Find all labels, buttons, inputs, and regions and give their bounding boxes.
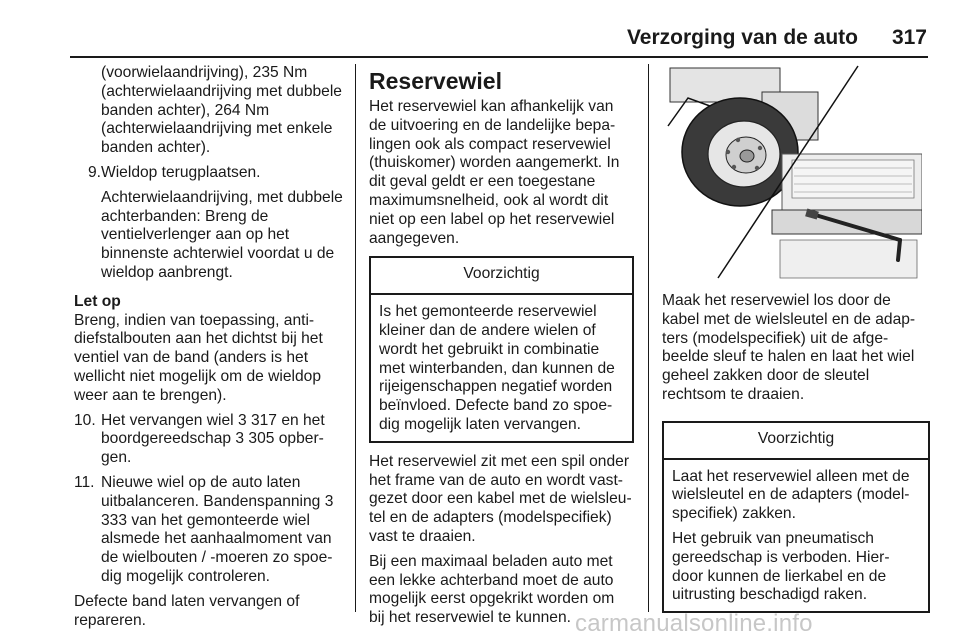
intro-paragraph: Het reservewiel kan afhankelijk van de uitvoering en de landelijke bepa-lingen ook als compact reservewiel (thuiskomer) worden aangemerkt. In dit geval geldt er een toegestane maximumsnelheid, ook al wordt dit niet op een label op het reservewiel aangegeven. — [369, 98, 620, 247]
page-number: 317 — [891, 26, 927, 49]
warning-title: Voorzichtig — [371, 258, 632, 295]
step-9-detail: Achterwielaandrijving, met dubbele achterbanden: Breng de ventielverlenger aan op het binnenste achterwiel voordat u de wieldop aanbrengt. — [101, 188, 343, 281]
step-9 — [74, 164, 344, 183]
column-divider-1 — [355, 64, 356, 612]
step-10 — [74, 412, 344, 468]
page-ref-link[interactable]: 3 317 — [237, 411, 277, 429]
spare-wheel-drawing — [662, 64, 922, 282]
step-10-text-b: en het boordgereedschap — [101, 411, 325, 448]
step-11-text-b: van het gemonteerde wiel alsmede het aanhaalmoment van de wielbouten / -moeren zo spoe-dig mogelijk controleren. — [101, 511, 333, 585]
loaded-vehicle-paragraph: Bij een maximaal beladen auto met een lekke achterband moet de auto mogelijk eerst opgekrikt worden om bij het reservewiel te kunnen. — [369, 552, 615, 627]
section-title: Verzorging van de auto — [626, 26, 858, 49]
warning-box — [369, 256, 634, 442]
step-10-number: 10. — [74, 411, 96, 429]
spare-wheel-mount-paragraph: Het reservewiel zit met een spil onder het frame van de auto en wordt vast-gezet door een kabel met de wielsleu-tel en de adapters (modelspecifiek) vast te draaien. — [369, 452, 632, 545]
warning-text-2a: Laat het reservewiel alleen met de wielsleutel en de adapters (model-specifiek) zakken. — [672, 467, 910, 523]
watermark: carmanualsonline.info — [575, 610, 813, 637]
step-11-number: 11. — [74, 473, 95, 491]
spare-wheel-illustration — [662, 64, 922, 282]
warning-text-2b: Het gebruik van pneumatisch gereedschap is verboden. Hier-door kunnen de lierkabel en de uitrusting beschadigd raken. — [672, 529, 890, 604]
step-10-text-a: Het vervangen wiel — [101, 411, 238, 429]
note-text: Breng, indien van toepassing, anti-diefstalbouten aan het dichtst bij het ventiel van de band (anders is het wellicht niet mogelijk om de wieldop weer aan te brengen). — [74, 311, 323, 404]
step-10-text-c: opber-gen. — [101, 430, 324, 467]
note-title: Let op — [74, 292, 121, 310]
step-11-text-a: Nieuwe wiel op de auto laten uitbalanceren. Bandenspanning — [101, 473, 325, 510]
warning-body-2 — [664, 460, 928, 612]
step-9-text: Wieldop terugplaatsen. — [101, 163, 261, 181]
lowering-instructions: Maak het reservewiel los door de kabel met de wielsleutel en de adap-ters (modelspecifiek) uit de afge-beelde sleuf te halen en laat het wiel geheel zakken door de sleutel rechtsom te draaien. — [662, 292, 916, 403]
step-9-number: 9. — [87, 163, 101, 181]
column-divider-2 — [648, 64, 649, 612]
warning-text: Is het gemonteerde reservewiel kleiner dan de andere wielen of wordt het gebruikt in combinatie met winterbanden, dan kunnen de rijeigenschappen negatief worden beïnvloed. Defecte band zo spoe-dig mogelijk laten vervangen. — [379, 303, 615, 433]
section-heading: Reservewiel — [369, 68, 502, 94]
page-ref-link[interactable]: 3 305 — [235, 430, 275, 448]
step-11 — [74, 474, 344, 587]
warning-body — [371, 295, 632, 441]
step-8-continuation: (voorwielaandrijving), 235 Nm (achterwielaandrijving met dubbele banden achter), 264 Nm (achterwielaandrijving met enkele banden achter). — [101, 64, 342, 157]
warning-title-2: Voorzichtig — [664, 423, 928, 460]
header-rule — [70, 56, 928, 58]
page-header — [0, 0, 960, 58]
column-middle — [369, 64, 634, 628]
column-right — [662, 64, 930, 613]
page-ref-link[interactable]: 3 333 — [101, 492, 334, 529]
closing-text: Defecte band laten vervangen of repareren. — [74, 592, 300, 629]
warning-box-2 — [662, 421, 930, 613]
column-left — [74, 64, 344, 630]
